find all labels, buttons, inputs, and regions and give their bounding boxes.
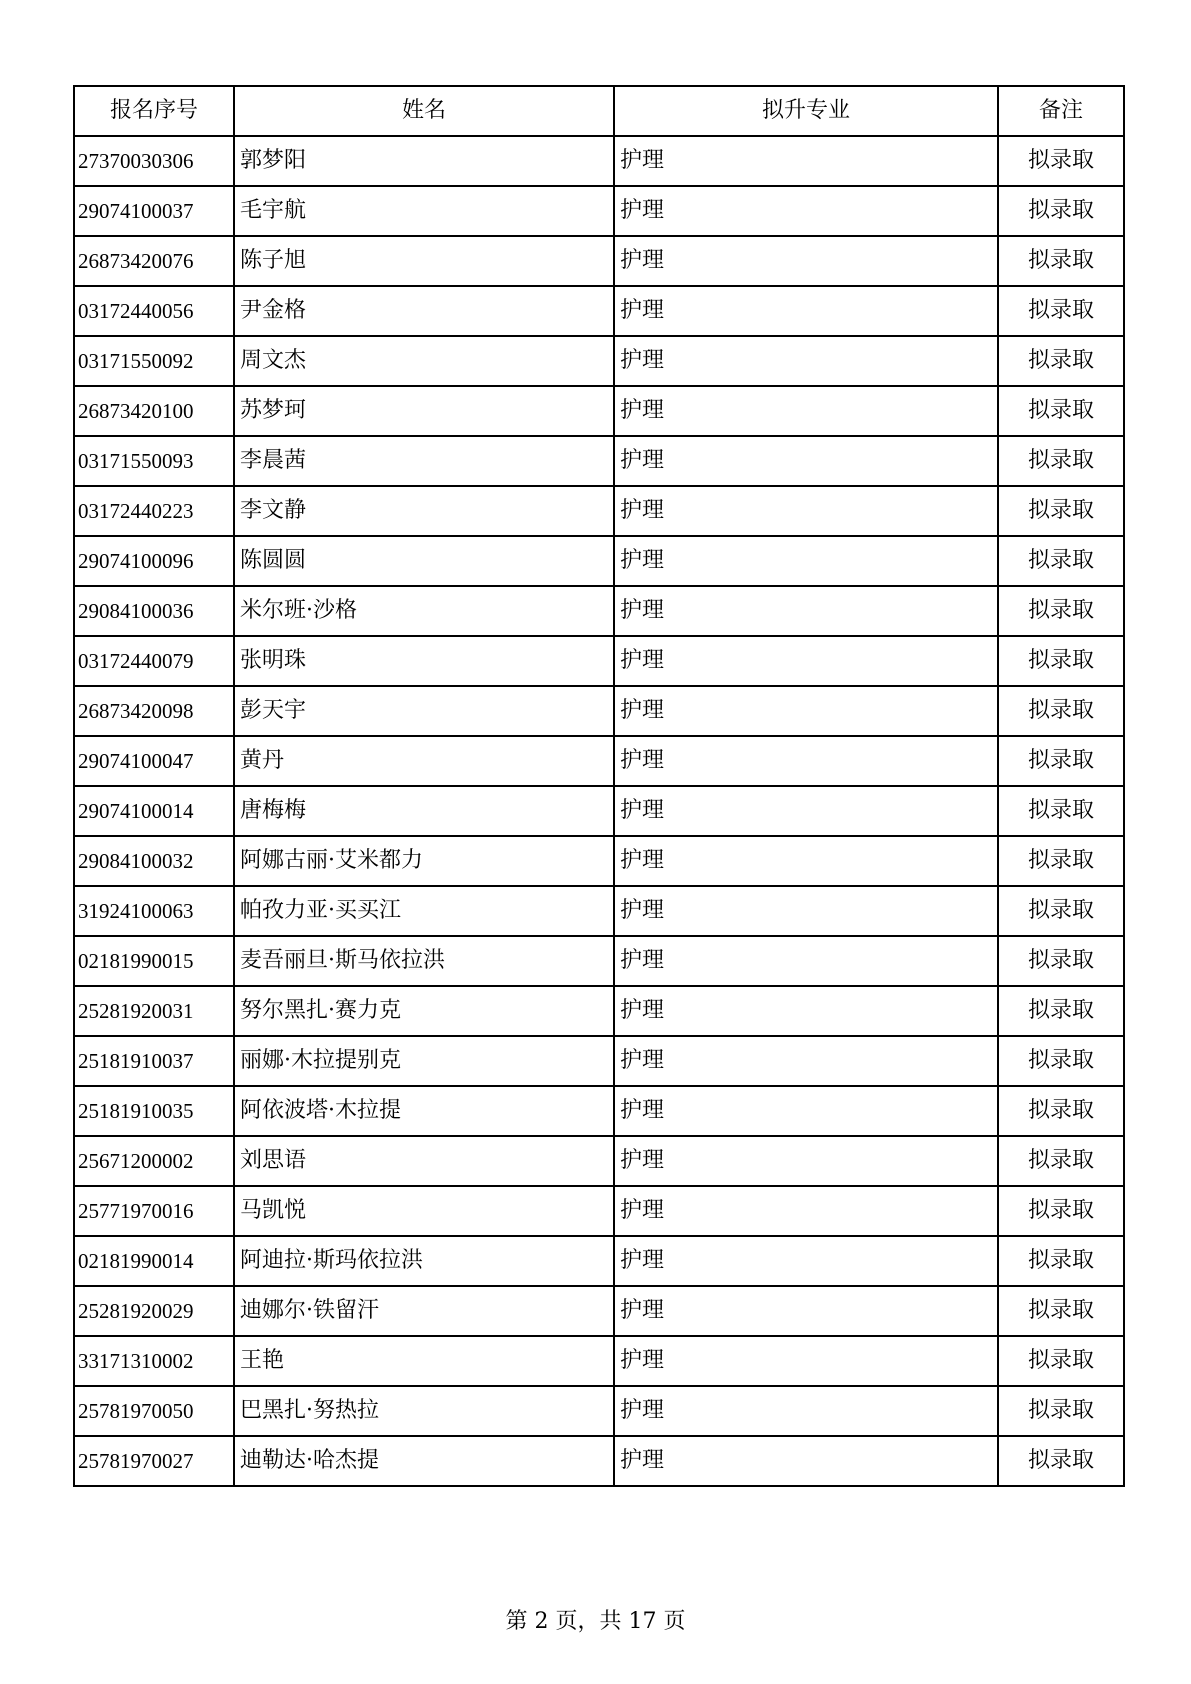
registration-number-cell: 03172440223 [74, 486, 234, 536]
registration-number-cell: 26873420100 [74, 386, 234, 436]
remark-cell: 拟录取 [998, 486, 1124, 536]
registration-number-cell: 25281920029 [74, 1286, 234, 1336]
column-header-name: 姓名 [234, 86, 614, 136]
major-cell: 护理 [614, 136, 998, 186]
table-row [74, 286, 1124, 336]
major-cell: 护理 [614, 636, 998, 686]
table-row [74, 1136, 1124, 1186]
registration-number-cell: 03171550092 [74, 336, 234, 386]
remark-cell: 拟录取 [998, 886, 1124, 936]
registration-number-cell: 29074100047 [74, 736, 234, 786]
major-cell: 护理 [614, 386, 998, 436]
major-cell: 护理 [614, 1336, 998, 1386]
major-cell: 护理 [614, 536, 998, 586]
student-name-cell: 彭天宇 [234, 686, 614, 736]
registration-number-cell: 02181990014 [74, 1236, 234, 1286]
registration-number-cell: 29074100096 [74, 536, 234, 586]
student-name-cell: 王艳 [234, 1336, 614, 1386]
registration-number-cell: 25181910037 [74, 1036, 234, 1086]
remark-cell: 拟录取 [998, 136, 1124, 186]
table-row [74, 836, 1124, 886]
registration-number-cell: 33171310002 [74, 1336, 234, 1386]
major-cell: 护理 [614, 436, 998, 486]
table-row [74, 636, 1124, 686]
table-row [74, 336, 1124, 386]
student-name-cell: 陈圆圆 [234, 536, 614, 586]
student-name-cell: 阿娜古丽·艾米都力 [234, 836, 614, 886]
table-row [74, 886, 1124, 936]
major-cell: 护理 [614, 1386, 998, 1436]
remark-cell: 拟录取 [998, 1186, 1124, 1236]
student-name-cell: 麦吾丽旦·斯马依拉洪 [234, 936, 614, 986]
remark-cell: 拟录取 [998, 686, 1124, 736]
table-row [74, 686, 1124, 736]
remark-cell: 拟录取 [998, 1386, 1124, 1436]
table-row [74, 436, 1124, 486]
major-cell: 护理 [614, 286, 998, 336]
student-name-cell: 帕孜力亚·买买江 [234, 886, 614, 936]
remark-cell: 拟录取 [998, 536, 1124, 586]
major-cell: 护理 [614, 836, 998, 886]
registration-number-cell: 25781970027 [74, 1436, 234, 1486]
remark-cell: 拟录取 [998, 1336, 1124, 1386]
registration-number-cell: 03172440056 [74, 286, 234, 336]
registration-number-cell: 25771970016 [74, 1186, 234, 1236]
student-name-cell: 陈子旭 [234, 236, 614, 286]
remark-cell: 拟录取 [998, 1436, 1124, 1486]
major-cell: 护理 [614, 1186, 998, 1236]
remark-cell: 拟录取 [998, 236, 1124, 286]
student-name-cell: 迪勒达·哈杰提 [234, 1436, 614, 1486]
student-name-cell: 阿迪拉·斯玛依拉洪 [234, 1236, 614, 1286]
table-row [74, 1286, 1124, 1336]
remark-cell: 拟录取 [998, 736, 1124, 786]
major-cell: 护理 [614, 886, 998, 936]
remark-cell: 拟录取 [998, 636, 1124, 686]
major-cell: 护理 [614, 1236, 998, 1286]
major-cell: 护理 [614, 1286, 998, 1336]
student-name-cell: 马凯悦 [234, 1186, 614, 1236]
remark-cell: 拟录取 [998, 436, 1124, 486]
student-name-cell: 米尔班·沙格 [234, 586, 614, 636]
table-row [74, 536, 1124, 586]
registration-number-cell: 25671200002 [74, 1136, 234, 1186]
table-row [74, 1086, 1124, 1136]
table-row [74, 1436, 1124, 1486]
table-body [74, 136, 1124, 1486]
table-row [74, 1236, 1124, 1286]
table-row [74, 586, 1124, 636]
student-name-cell: 李晨茜 [234, 436, 614, 486]
table-row [74, 136, 1124, 186]
column-header-id: 报名序号 [74, 86, 234, 136]
student-name-cell: 唐梅梅 [234, 786, 614, 836]
remark-cell: 拟录取 [998, 336, 1124, 386]
major-cell: 护理 [614, 236, 998, 286]
column-header-note: 备注 [998, 86, 1124, 136]
column-header-major: 拟升专业 [614, 86, 998, 136]
student-name-cell: 苏梦珂 [234, 386, 614, 436]
remark-cell: 拟录取 [998, 786, 1124, 836]
major-cell: 护理 [614, 486, 998, 536]
remark-cell: 拟录取 [998, 386, 1124, 436]
registration-number-cell: 26873420076 [74, 236, 234, 286]
major-cell: 护理 [614, 336, 998, 386]
student-name-cell: 阿依波塔·木拉提 [234, 1086, 614, 1136]
table-row [74, 936, 1124, 986]
registration-number-cell: 31924100063 [74, 886, 234, 936]
registration-number-cell: 02181990015 [74, 936, 234, 986]
remark-cell: 拟录取 [998, 186, 1124, 236]
student-name-cell: 黄丹 [234, 736, 614, 786]
registration-number-cell: 29074100037 [74, 186, 234, 236]
table-row [74, 386, 1124, 436]
remark-cell: 拟录取 [998, 936, 1124, 986]
student-name-cell: 努尔黑扎·赛力克 [234, 986, 614, 1036]
major-cell: 护理 [614, 986, 998, 1036]
admission-list-sheet [73, 85, 1123, 1487]
major-cell: 护理 [614, 736, 998, 786]
registration-number-cell: 25181910035 [74, 1086, 234, 1136]
table-row [74, 786, 1124, 836]
admission-table [73, 85, 1125, 1487]
page-number: 第 2 页，共 17 页 [505, 1609, 686, 1634]
registration-number-cell: 25281920031 [74, 986, 234, 1036]
remark-cell: 拟录取 [998, 1236, 1124, 1286]
student-name-cell: 李文静 [234, 486, 614, 536]
major-cell: 护理 [614, 1136, 998, 1186]
major-cell: 护理 [614, 586, 998, 636]
table-row [74, 486, 1124, 536]
remark-cell: 拟录取 [998, 1136, 1124, 1186]
remark-cell: 拟录取 [998, 1036, 1124, 1086]
registration-number-cell: 27370030306 [74, 136, 234, 186]
student-name-cell: 刘思语 [234, 1136, 614, 1186]
student-name-cell: 巴黑扎·努热拉 [234, 1386, 614, 1436]
major-cell: 护理 [614, 186, 998, 236]
student-name-cell: 周文杰 [234, 336, 614, 386]
major-cell: 护理 [614, 786, 998, 836]
major-cell: 护理 [614, 1036, 998, 1086]
student-name-cell: 尹金格 [234, 286, 614, 336]
student-name-cell: 郭梦阳 [234, 136, 614, 186]
remark-cell: 拟录取 [998, 1086, 1124, 1136]
table-row [74, 1386, 1124, 1436]
remark-cell: 拟录取 [998, 1286, 1124, 1336]
remark-cell: 拟录取 [998, 836, 1124, 886]
student-name-cell: 迪娜尔·铁留汗 [234, 1286, 614, 1336]
registration-number-cell: 26873420098 [74, 686, 234, 736]
table-row [74, 186, 1124, 236]
table-row [74, 236, 1124, 286]
student-name-cell: 丽娜·木拉提别克 [234, 1036, 614, 1086]
registration-number-cell: 25781970050 [74, 1386, 234, 1436]
major-cell: 护理 [614, 1436, 998, 1486]
major-cell: 护理 [614, 1086, 998, 1136]
remark-cell: 拟录取 [998, 586, 1124, 636]
student-name-cell: 毛宇航 [234, 186, 614, 236]
remark-cell: 拟录取 [998, 986, 1124, 1036]
major-cell: 护理 [614, 936, 998, 986]
registration-number-cell: 03171550093 [74, 436, 234, 486]
table-header-row [74, 86, 1124, 136]
registration-number-cell: 03172440079 [74, 636, 234, 686]
major-cell: 护理 [614, 686, 998, 736]
registration-number-cell: 29084100032 [74, 836, 234, 886]
table-row [74, 1036, 1124, 1086]
table-row [74, 736, 1124, 786]
table-row [74, 1336, 1124, 1386]
remark-cell: 拟录取 [998, 286, 1124, 336]
table-row [74, 1186, 1124, 1236]
student-name-cell: 张明珠 [234, 636, 614, 686]
registration-number-cell: 29074100014 [74, 786, 234, 836]
registration-number-cell: 29084100036 [74, 586, 234, 636]
table-row [74, 986, 1124, 1036]
